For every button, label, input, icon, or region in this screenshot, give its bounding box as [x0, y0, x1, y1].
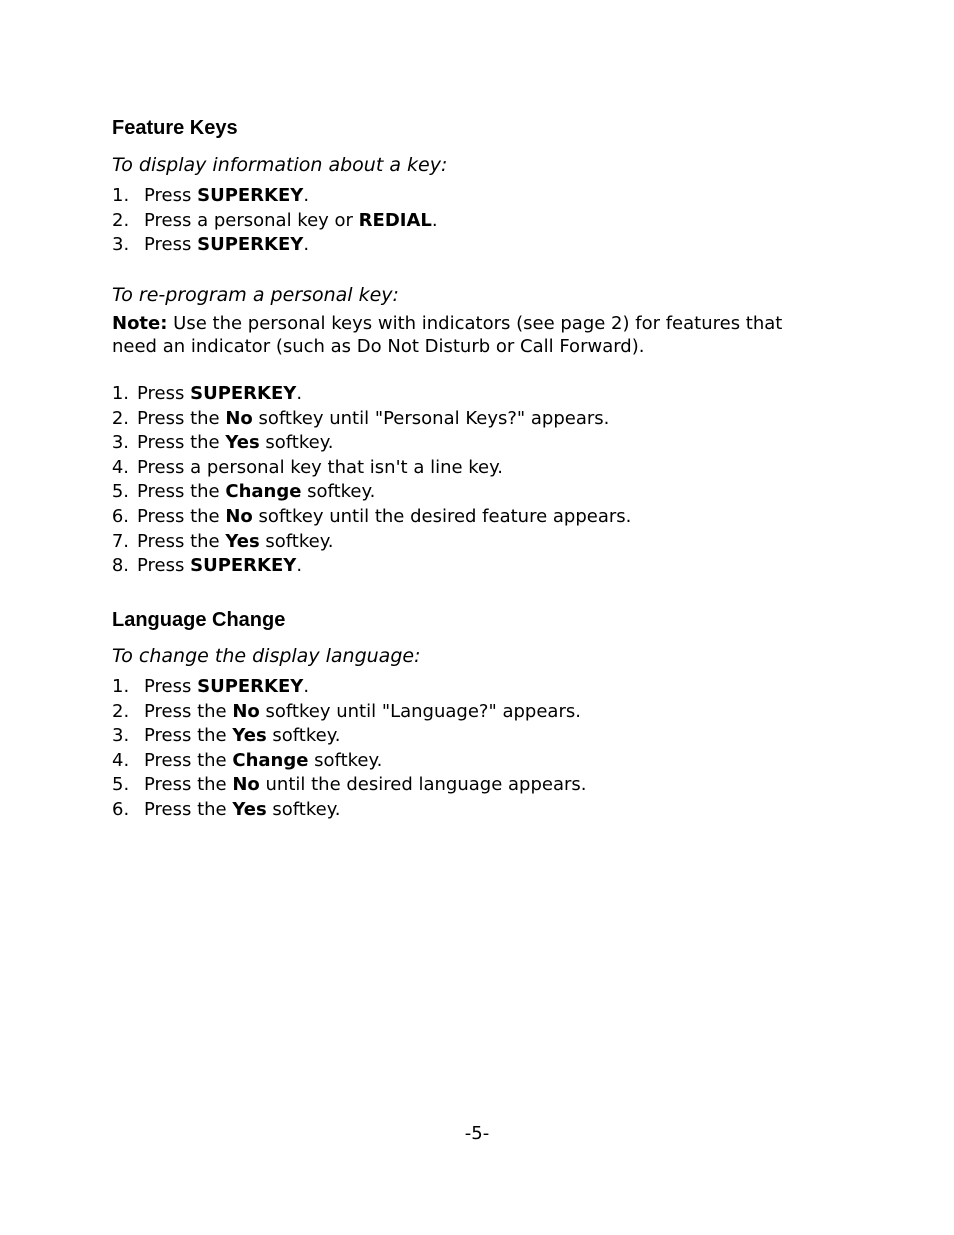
- list-item: 6. Press the No softkey until the desired feature appears.: [105, 505, 825, 530]
- display-info-subheading: To display information about a key:: [112, 154, 448, 176]
- note-paragraph: [112, 312, 832, 358]
- list-item: 1. Press SUPERKEY.: [112, 676, 310, 697]
- list-item: 1. Press SUPERKEY.: [112, 185, 310, 206]
- list-item: 8. Press SUPERKEY.: [105, 554, 825, 579]
- reprogram-steps: [105, 382, 825, 579]
- note-text: Use the personal keys with indicators (see page 2) for features that need an indicator (such as Do Not Disturb or Call Forward).: [112, 313, 783, 357]
- list-item: 3. Press the Yes softkey.: [112, 725, 341, 747]
- display-info-steps: [112, 184, 832, 258]
- list-item: 2. Press the No softkey until "Personal Keys?" appears.: [105, 407, 825, 432]
- reprogram-subheading: To re-program a personal key:: [112, 284, 399, 306]
- language-change-heading: Language Change: [112, 609, 286, 631]
- list-item: 2. Press the No softkey until "Language?" appears.: [112, 700, 581, 722]
- list-item: 4. Press a personal key that isn't a line key.: [105, 456, 825, 481]
- language-steps: [112, 675, 832, 823]
- list-item: 1. Press SUPERKEY.: [105, 382, 825, 407]
- note-label: Note:: [112, 313, 168, 334]
- list-item: 6. Press the Yes softkey.: [112, 798, 341, 820]
- list-item: 5. Press the No until the desired language appears.: [112, 774, 587, 796]
- list-item: 5. Press the Change softkey.: [105, 480, 825, 505]
- list-item: 3. Press the Yes softkey.: [105, 431, 825, 456]
- language-subheading: To change the display language:: [112, 645, 421, 667]
- list-item: 4. Press the Change softkey.: [112, 749, 383, 771]
- list-item: 2. Press a personal key or REDIAL.: [112, 209, 438, 231]
- feature-keys-heading: Feature Keys: [112, 117, 238, 139]
- list-item: 7. Press the Yes softkey.: [105, 530, 825, 555]
- page-number: -5-: [464, 1123, 490, 1144]
- list-item: 3. Press SUPERKEY.: [112, 234, 310, 256]
